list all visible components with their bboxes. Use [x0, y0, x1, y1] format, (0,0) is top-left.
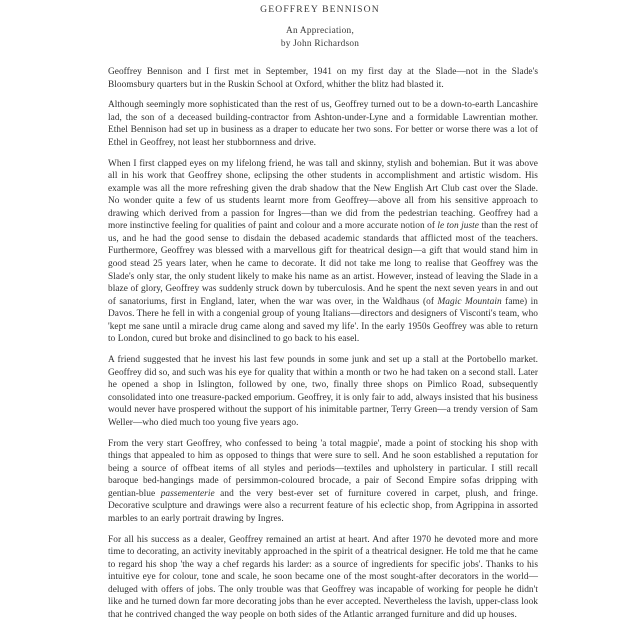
document-masthead: [0, 0, 640, 50]
subtitle-line-appreciation: An Appreciation,: [285, 26, 355, 36]
paragraph-5: From the very start Geoffrey, who confessed to being 'a total magpie', made a point of stocking his shop with things that appealed to him as opposed to things that were sure to sell. And he soon established a reputation for being a source of offbeat items of all styles and periods—textiles and upholstery in particular. I still recall baroque bed-hangings made of persimmon-coloured brocade, a pair of Second Empire sofas dripping with gentian-blue passementerie and the very best-ever set of furniture covered in carpet, plush, and fringe. Decorative sculpture and drawings were also a recurrent feature of his eclectic shop, from Agrippina in assorted marbles to an early portrait drawing by Ingres.: [108, 438, 538, 524]
page-title: GEOFFREY BENNISON: [260, 4, 380, 15]
paragraph-6: For all his success as a dealer, Geoffrey remained an artist at heart. And after 1970 he devoted more and more time to decorating, an activity inevitably approached in the spirit of a theatrical designer. He told me that he came to regard his shop 'the way a chef regards his larder: as a source of ingredients for specific jobs'. Thanks to his intuitive eye for colour, tone and scale, he soon became one of the most sought-after decorators in the world—deluged with offers of jobs. The only trouble was that Geoffrey was incapable of working for people he didn't like and he turned down far more decorating jobs than he ever accepted. Nevertheless the lavish, upper-class look that he contrived changed the way people on both sides of the Atlantic arranged furniture and did up houses.: [108, 534, 538, 620]
paragraph-2: Although seemingly more sophisticated than the rest of us, Geoffrey turned out to be a down-to-earth Lancashire lad, the son of a deceased building-contractor from Ashton-under-Lyne and a formidable Lawrentian mother. Ethel Bennison had set up in business as a draper to educate her two sons. For better or worse there was a lot of Ethel in Geoffrey, not least her stubbornness and drive.: [108, 100, 538, 148]
italic-phrase: passementerie: [160, 488, 215, 499]
subtitle-line-author: by John Richardson: [280, 38, 360, 49]
paragraph-3: When I first clapped eyes on my lifelong friend, he was tall and skinny, stylish and bohemian. But it was above all in his work that Geoffrey shone, eclipsing the other students in accomplishment and artistic wisdom. His example was all the more refreshing given the drab shadow that the New English Art Club cast over the Slade. No wonder quite a few of us students learnt more from Geoffrey—above all from his sensitive approach to drawing which derived from a passion for Ingres—than we did from the pedestrian teaching. Geoffrey had a more instinctive feeling for qualities of paint and colour and a more accurate notion of le ton juste than the rest of us, and he had the good sense to disdain the debased academic standards that afflicted most of the teachers. Furthermore, Geoffrey was blessed with a marvellous gift for theatrical design—a gift that would stand him in good stead 25 years later, when he came to decorate. It did not take me long to realise that Geoffrey was the Slade's only star, the only student likely to make his name as an artist. However, instead of leaving the Slade in a blaze of glory, Geoffrey was suddenly struck down by tuberculosis. And he spent the next seven years in and out of sanatoriums, first in England, later, when the war was over, in the Waldhaus (of Magic Mountain fame) in Davos. There he fell in with a congenial group of young Italians—directors and designers of Visconti's team, who 'kept me sane until a miracle drug came along and saved my life'. In the early 1950s Geoffrey was able to return to London, cured but broke and disinclined to go back to his easel.: [108, 158, 538, 345]
italic-phrase: le ton juste: [437, 221, 479, 232]
document-subtitle: [0, 25, 640, 50]
article-body: [108, 66, 538, 621]
italic-phrase: Magic Mountain: [437, 296, 502, 307]
paragraph-4: A friend suggested that he invest his last few pounds in some junk and set up a stall at the Portobello market. Geoffrey did so, and such was his eye for quality that within a month or two he had taken on a second stall. Later he opened a shop in Islington, followed by one, two, finally three shops on Pimlico Road, subsequently consolidated into one treasure-packed emporium. Geoffrey, it is only fair to add, always insisted that his business would never have prospered without the support of his inimitable partner, Terry Green—a trendy version of Sam Weller—who died much too young five years ago.: [108, 355, 538, 428]
paragraph-1: Geoffrey Bennison and I first met in September, 1941 on my first day at the Slade—not in the Slade's Bloomsbury quarters but in the Ruskin School at Oxford, whither the blitz had blasted it.: [108, 67, 538, 90]
